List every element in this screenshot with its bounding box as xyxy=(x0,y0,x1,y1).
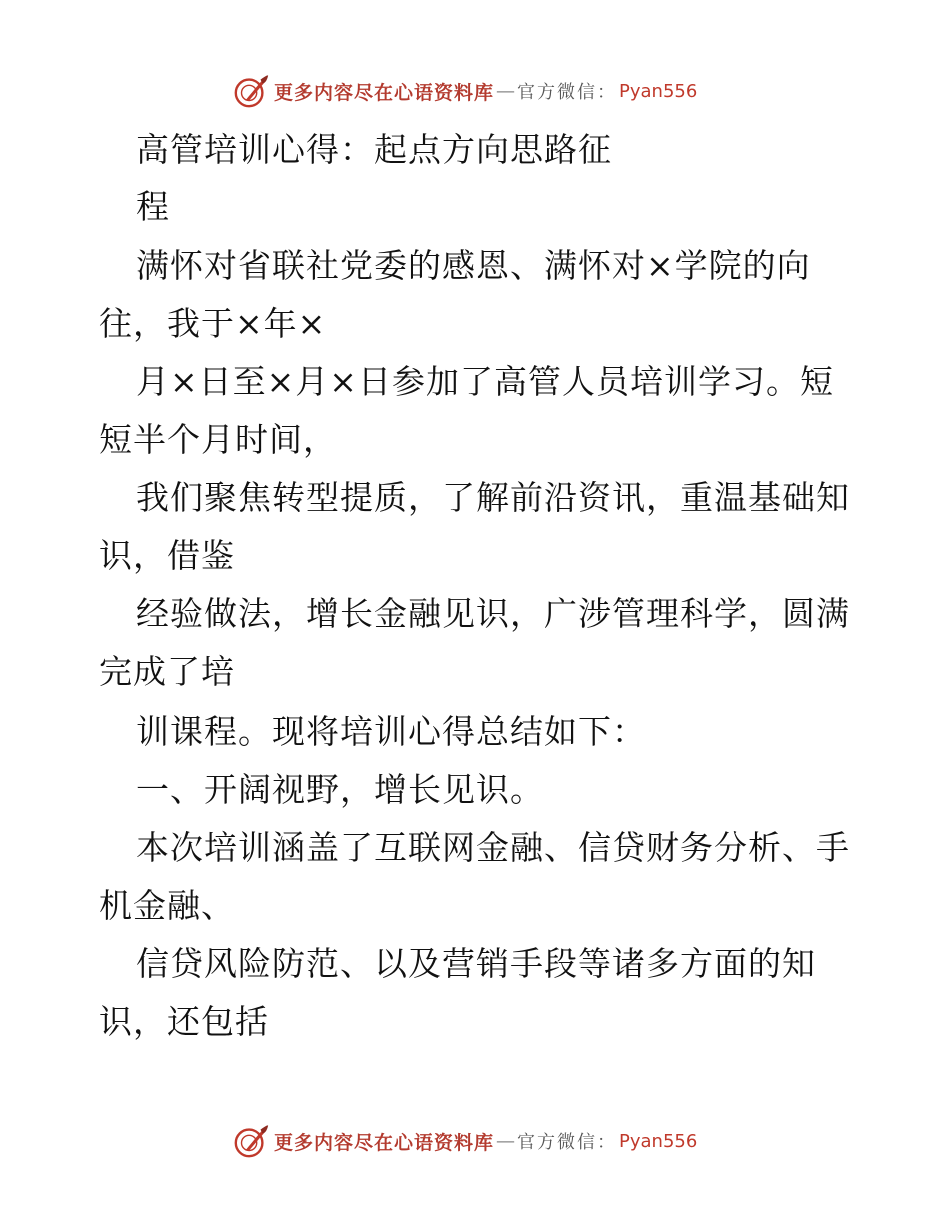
banner-dash: — xyxy=(496,80,516,102)
wechat-id: Pyan556 xyxy=(619,80,698,102)
body-line: 识，借鉴 xyxy=(99,536,235,575)
section-heading: 一、开阔视野，增长见识。 xyxy=(136,770,544,809)
header-watermark-banner xyxy=(232,71,697,111)
quill-logo-icon xyxy=(232,72,270,110)
banner-dash: — xyxy=(496,1130,516,1152)
body-line: 训课程。现将培训心得总结如下： xyxy=(136,712,646,751)
body-line: 完成了培 xyxy=(99,652,235,691)
official-wechat-label: 官方微信： xyxy=(517,82,618,103)
body-line: 本次培训涵盖了互联网金融、信贷财务分析、手 xyxy=(136,828,850,867)
body-line: 经验做法，增长金融见识，广涉管理科学，圆满 xyxy=(136,594,850,633)
body-line: 短半个月时间， xyxy=(99,420,337,459)
brand-text: 更多内容尽在心语资料库 xyxy=(274,81,495,104)
official-wechat-label: 官方微信： xyxy=(517,1132,618,1153)
wechat-id: Pyan556 xyxy=(619,1130,698,1152)
brand-text: 更多内容尽在心语资料库 xyxy=(274,1131,495,1154)
document-title-line-2: 程 xyxy=(136,187,170,226)
quill-logo-icon xyxy=(232,1122,270,1160)
body-line: 我们聚焦转型提质，了解前沿资讯，重温基础知 xyxy=(136,478,850,517)
body-line: 满怀对省联社党委的感恩、满怀对×学院的向 xyxy=(136,246,811,285)
footer-watermark-banner xyxy=(232,1121,697,1161)
body-line: 往，我于×年× xyxy=(99,304,327,343)
body-line: 信贷风险防范、以及营销手段等诸多方面的知 xyxy=(136,944,816,983)
body-line: 月×日至×月×日参加了高管人员培训学习。短 xyxy=(136,362,834,401)
body-line: 识，还包括 xyxy=(99,1002,269,1041)
document-title-line-1: 高管培训心得：起点方向思路征 xyxy=(136,130,612,169)
body-line: 机金融、 xyxy=(99,886,235,925)
